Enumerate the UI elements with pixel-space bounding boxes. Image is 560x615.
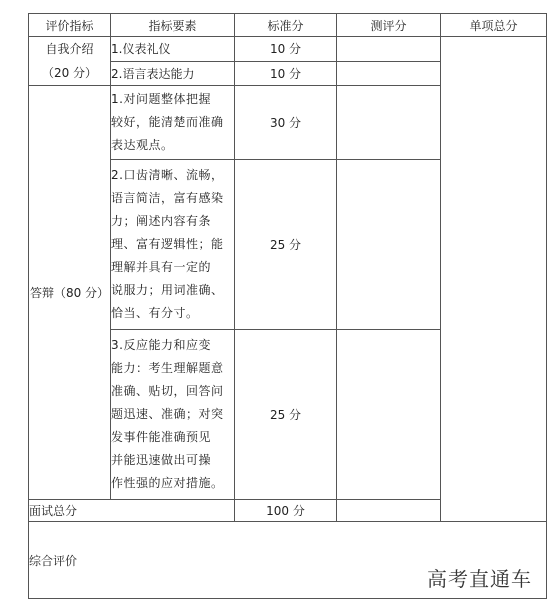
table-row — [29, 37, 547, 62]
measured-score-cell — [337, 160, 441, 330]
total-score: 100 分 — [235, 500, 337, 522]
measured-score-cell — [337, 61, 441, 86]
measured-score-cell — [337, 37, 441, 62]
self-intro-label: 自我介绍 （20 分） — [29, 37, 111, 86]
defense-item-3: 3.反应能力和应变 能力：考生理解题意 准确、贴切，回答问 题迅速、准确；对突 发事件能准确预见 并能迅速做出可操 作性强的应对措施。 — [111, 330, 235, 500]
overall-comment: 综合评价 — [29, 522, 547, 599]
self-intro-item-2: 2.语言表达能力 — [111, 61, 235, 86]
defense-label: 答辩（80 分） — [29, 86, 111, 500]
defense-item-2: 2.口齿清晰、流畅， 语言简洁，富有感染 力；阐述内容有条 理、富有逻辑性；能 理解并具有一定的 说服力；用词准确、 恰当、有分寸。 — [111, 160, 235, 330]
defense-score-3: 25 分 — [235, 330, 337, 500]
item-total-cell — [441, 37, 547, 522]
defense-score-2: 25 分 — [235, 160, 337, 330]
defense-item-1: 1.对问题整体把握 较好，能清楚而准确 表达观点。 — [111, 86, 235, 160]
header-standard-score: 标准分 — [235, 14, 337, 37]
header-indicator: 评价指标 — [29, 14, 111, 37]
header-measured-score: 测评分 — [337, 14, 441, 37]
header-elements: 指标要素 — [111, 14, 235, 37]
self-intro-score-1: 10 分 — [235, 37, 337, 62]
header-row — [29, 14, 547, 37]
measured-score-cell — [337, 330, 441, 500]
watermark: 高考直通车 — [427, 567, 532, 591]
measured-score-cell — [337, 500, 441, 522]
header-item-total: 单项总分 — [441, 14, 547, 37]
total-label: 面试总分 — [29, 500, 235, 522]
measured-score-cell — [337, 86, 441, 160]
evaluation-table — [28, 13, 547, 599]
defense-score-1: 30 分 — [235, 86, 337, 160]
self-intro-item-1: 1.仪表礼仪 — [111, 37, 235, 62]
self-intro-score-2: 10 分 — [235, 61, 337, 86]
